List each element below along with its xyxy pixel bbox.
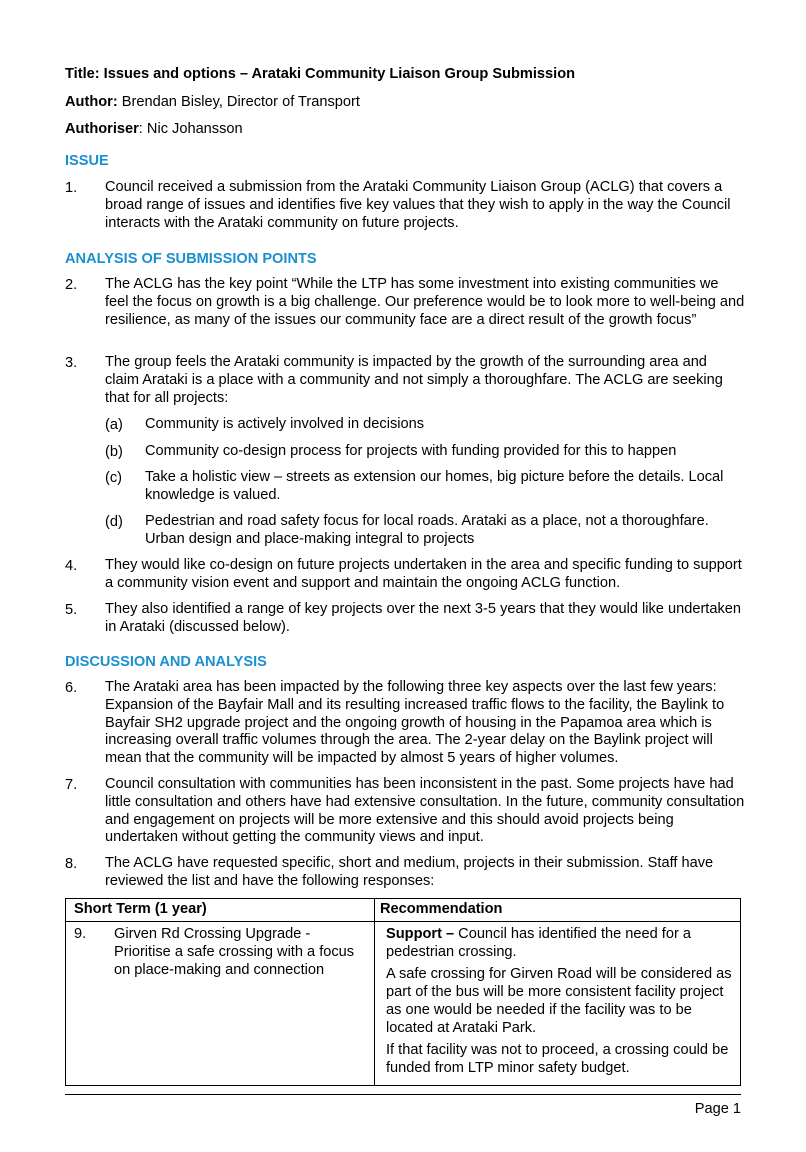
column-header-recommendation: Recommendation bbox=[375, 899, 741, 922]
paragraph-number: 2. bbox=[65, 277, 78, 293]
sub-item-label: (d) bbox=[105, 514, 123, 530]
project-number: 9. bbox=[74, 926, 87, 942]
paragraph-number: 4. bbox=[65, 558, 78, 574]
paragraph-text: They also identified a range of key projects over the next 3-5 years that they would like undertaken in Arataki (discussed below). bbox=[105, 601, 742, 635]
authoriser-value: : Nic Johansson bbox=[138, 121, 243, 137]
paragraph-text: The group feels the Arataki community is impacted by the growth of the surrounding area and claim Arataki is a place with a community and not simply a thoroughfare. The ACLG are seeking that for all projects: bbox=[105, 354, 723, 406]
sub-item-text: Community co-design process for projects with funding provided for this to happen bbox=[145, 443, 677, 459]
author-label: Author: bbox=[65, 94, 118, 110]
table-row bbox=[66, 922, 741, 1086]
paragraph-text: The ACLG has the key point “While the LTP has some investment into existing communities we feel the focus on growth is a big challenge. Our preference would be to look more to well-being and resilience, as many of the issues our community face are a direct result of the growth focus” bbox=[105, 276, 745, 328]
sub-item-label: (b) bbox=[105, 444, 123, 460]
recommendation-para-2: A safe crossing for Girven Road will be considered as part of the bus will be more consistent facility project as one would be needed if the facility was to be located at Arataki Park. bbox=[386, 966, 732, 1036]
sub-item-label: (c) bbox=[105, 470, 123, 486]
page-number: Page 1 bbox=[694, 1101, 741, 1117]
paragraph-number: 8. bbox=[65, 856, 78, 872]
sub-item-text: Pedestrian and road safety focus for local roads. Arataki as a place, not a thoroughfare. Urban design and place-making integral to projects bbox=[145, 513, 709, 547]
project-description: Girven Rd Crossing Upgrade - Prioritise a safe crossing with a focus on place-making and connection bbox=[114, 926, 355, 978]
section-heading-discussion: DISCUSSION AND ANALYSIS bbox=[65, 654, 267, 670]
table-header-row bbox=[66, 899, 741, 922]
authoriser-line bbox=[65, 120, 243, 138]
paragraph-text: Council consultation with communities has been inconsistent in the past. Some projects have had little consultation and others have had extensive consultation. In the future, community consultation and engagement on projects will be more extensive and this should avoid projects being undertaken without getting the community views and input. bbox=[105, 776, 745, 846]
authoriser-label: Authoriser bbox=[65, 121, 139, 137]
paragraph-number: 1. bbox=[65, 180, 78, 196]
column-header-short-term: Short Term (1 year) bbox=[66, 899, 375, 922]
author-value: Brendan Bisley, Director of Transport bbox=[121, 94, 360, 110]
recommendation-text: Council has identified the need for a pedestrian crossing. bbox=[386, 926, 692, 960]
sub-item-text: Community is actively involved in decisions bbox=[145, 416, 425, 432]
paragraph-number: 7. bbox=[65, 777, 78, 793]
recommendation-para-3: If that facility was not to proceed, a crossing could be funded from LTP minor safety budget. bbox=[386, 1042, 729, 1076]
sub-item-text: Take a holistic view – streets as extension our homes, big picture before the details. Local knowledge is valued. bbox=[145, 469, 724, 503]
paragraph-number: 6. bbox=[65, 680, 78, 696]
paragraph-text: The Arataki area has been impacted by the following three key aspects over the last few years: Expansion of the Bayfair Mall and its resulting increased traffic flows to the facility, the Baylink to Bayfair SH2 upgrade project and the ongoing growth of housing in the Papamoa area which is increasing overall traffic volumes through the area. The 2-year delay on the Baylink project will mean that the community will be impacted by almost 5 years of higher volumes. bbox=[105, 679, 725, 767]
projects-table bbox=[65, 898, 741, 1086]
paragraph-text: Council received a submission from the Arataki Community Liaison Group (ACLG) that covers a broad range of issues and identifies five key values that they wish to apply in the way the Council interacts with the Arataki community on future projects. bbox=[105, 179, 731, 231]
recommendation-para-1 bbox=[386, 925, 734, 961]
paragraph-text: The ACLG have requested specific, short and medium, projects in their submission. Staff have reviewed the list and have the following responses: bbox=[105, 855, 714, 889]
author-line bbox=[65, 93, 360, 111]
document-title: Title: Issues and options – Arataki Community Liaison Group Submission bbox=[65, 66, 576, 82]
paragraph-number: 5. bbox=[65, 602, 78, 618]
recommendation-status: Support – bbox=[386, 926, 455, 942]
project-cell bbox=[66, 922, 375, 1086]
sub-item-label: (a) bbox=[105, 417, 123, 433]
paragraph-text: They would like co-design on future projects undertaken in the area and specific funding to support a community vision event and support and maintain the ongoing ACLG function. bbox=[105, 557, 742, 591]
section-heading-analysis: ANALYSIS OF SUBMISSION POINTS bbox=[65, 251, 317, 267]
section-heading-issue: ISSUE bbox=[65, 153, 109, 169]
recommendation-cell bbox=[375, 922, 741, 1086]
footer-divider bbox=[65, 1094, 741, 1095]
paragraph-number: 3. bbox=[65, 355, 78, 371]
